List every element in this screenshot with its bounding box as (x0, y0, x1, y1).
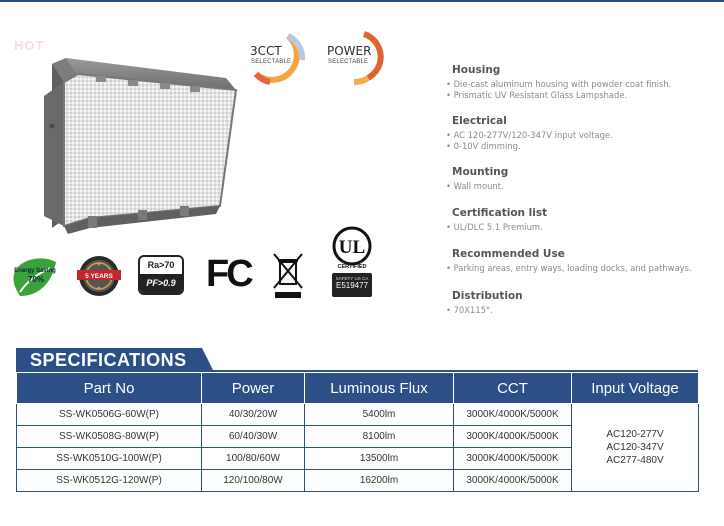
3cct-badge (246, 30, 306, 86)
cell-part-no: SS-WK0512G-120W(P) (17, 470, 202, 492)
voltage-line: AC120-277V (606, 429, 664, 440)
power-ring-icon (324, 30, 386, 86)
cell-flux: 5400lm (305, 404, 454, 426)
fc-logo (206, 254, 254, 294)
cell-cct: 3000K/4000K/5000K (454, 426, 572, 448)
product-image (30, 56, 245, 236)
cell-part-no: SS-WK0510G-100W(P) (17, 448, 202, 470)
cell-flux: 16200lm (305, 470, 454, 492)
weee-bin-icon (272, 252, 304, 300)
ra-pf-logo (138, 255, 184, 295)
cell-input-voltage (572, 404, 699, 492)
feature-electrical (446, 115, 613, 152)
cell-flux: 8100lm (305, 426, 454, 448)
svg-text:★: ★ (96, 262, 102, 268)
ul-certified-text: CERTIFIED (337, 264, 367, 270)
ra-text: Ra>70 (140, 257, 182, 274)
cell-power: 100/80/60W (202, 448, 305, 470)
cell-power: 120/100/80W (202, 470, 305, 492)
feature-title: Electrical (452, 115, 507, 127)
3cct-sub: SELECTABLE (251, 59, 292, 65)
col-header-input-voltage: Input Voltage (572, 373, 699, 404)
power-label: POWER (327, 44, 372, 58)
fc-text: FC (206, 253, 251, 295)
specifications-title: SPECIFICATIONS (30, 350, 187, 370)
ul-certified-logo (332, 226, 372, 300)
specifications-table (16, 372, 699, 492)
feature-title: Recommended Use (452, 248, 565, 260)
feature-mounting (446, 166, 508, 192)
cell-cct: 3000K/4000K/5000K (454, 404, 572, 426)
col-header-cct: CCT (454, 373, 572, 404)
warranty-logo (73, 254, 125, 298)
feature-line: • Prismatic UV Resistant Glass Lampshade. (446, 90, 628, 100)
feature-line: • UL/DLC 5.1 Premium. (446, 222, 543, 232)
3cct-label: 3CCT (250, 44, 282, 58)
energy-line1: Energy Saving (14, 268, 56, 274)
cell-part-no: SS-WK0506G-60W(P) (17, 404, 202, 426)
feature-line: • 70X115°. (446, 305, 493, 315)
feature-line: • Die-cast aluminum housing with powder coat finish. (446, 79, 672, 89)
cell-power: 40/30/20W (202, 404, 305, 426)
cell-cct: 3000K/4000K/5000K (454, 470, 572, 492)
cell-flux: 13500lm (305, 448, 454, 470)
feature-line: • 0-10V dimming. (446, 141, 521, 151)
cell-part-no: SS-WK0508G-80W(P) (17, 426, 202, 448)
feature-line: • Wall mount. (446, 181, 504, 191)
col-header-luminous-flux: Luminous Flux (305, 373, 454, 404)
feature-line: • Parking areas, entry ways, loading docks, and pathways. (446, 263, 692, 273)
energy-line2: 70% (27, 275, 45, 284)
voltage-line: AC277-480V (606, 455, 664, 466)
ul-code-box (332, 273, 372, 297)
ul-mark-icon (332, 226, 372, 266)
color-ring-icon (246, 30, 306, 86)
power-badge (324, 30, 386, 86)
ul-text: UL (338, 237, 366, 258)
feature-line: • AC 120-277V/120-347V input voltage. (446, 130, 613, 140)
feature-distribution (446, 290, 523, 316)
ul-safety: SAFETY US CA (335, 276, 369, 281)
feature-title: Certification list (452, 207, 548, 219)
feature-title: Distribution (452, 290, 523, 302)
feature-recommended-use (446, 248, 692, 274)
ul-code: E519477 (335, 281, 369, 290)
col-header-part-no: Part No (17, 373, 202, 404)
col-header-power: Power (202, 373, 305, 404)
energy-saving-logo (10, 252, 60, 300)
table-row (17, 404, 699, 426)
feature-title: Mounting (452, 166, 509, 178)
table-header-row (17, 373, 699, 404)
feature-certification (446, 207, 547, 233)
top-divider (0, 0, 724, 2)
svg-text:★: ★ (96, 286, 102, 292)
feature-housing (446, 64, 671, 101)
cell-cct: 3000K/4000K/5000K (454, 448, 572, 470)
warranty-text: 5 YEARS (85, 273, 113, 280)
hot-label: HOT (14, 38, 45, 53)
pf-text: PF>0.9 (140, 274, 182, 293)
power-sub: SELECTABLE (328, 59, 369, 65)
feature-title: Housing (452, 64, 501, 76)
voltage-line: AC120-347V (606, 442, 664, 453)
cell-power: 60/40/30W (202, 426, 305, 448)
